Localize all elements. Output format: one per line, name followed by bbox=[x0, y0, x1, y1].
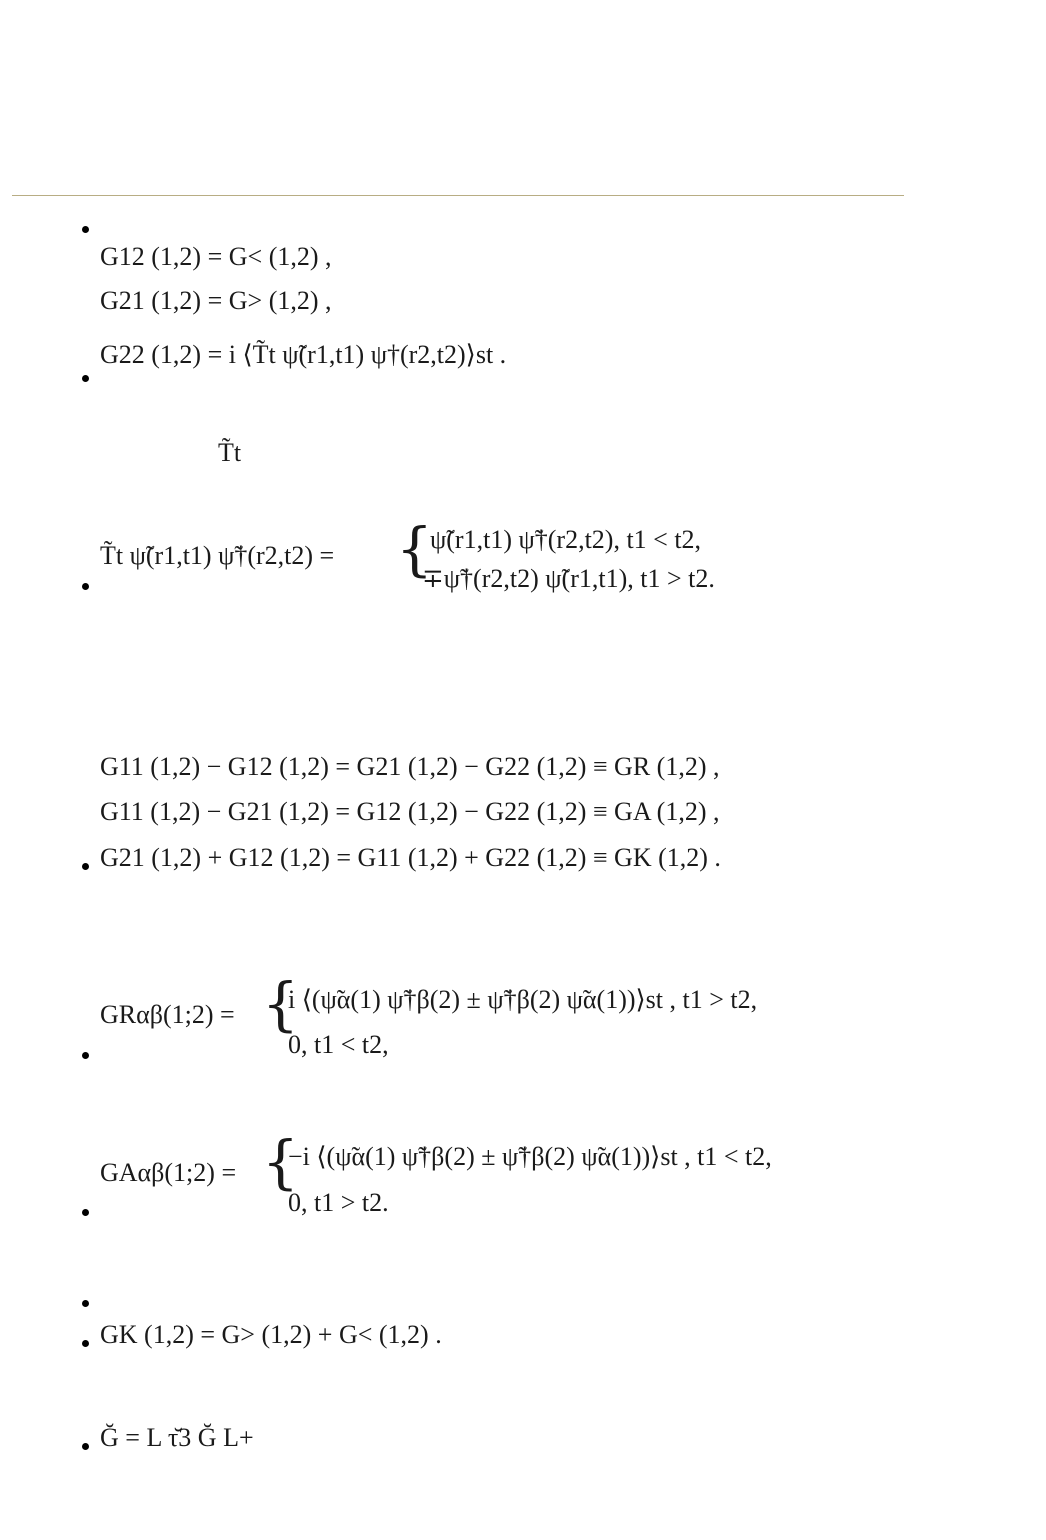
list-bullet bbox=[82, 1443, 89, 1450]
ga-lhs: GAαβ(1;2) = bbox=[100, 1158, 237, 1187]
list-bullet bbox=[82, 1052, 89, 1059]
list-bullet bbox=[82, 583, 89, 590]
time-ordering-symbol: T̃t bbox=[218, 438, 242, 467]
equation-keldysh-relation: GK (1,2) = G> (1,2) + G< (1,2) . bbox=[100, 1320, 442, 1349]
equation-rotation: Ğ = L τ̆3 Ğ L+ bbox=[100, 1423, 254, 1452]
gr-lhs: GRαβ(1;2) = bbox=[100, 1000, 235, 1029]
time-ordering-lhs: T̃t ψ̃(r1,t1) ψ̃†(r2,t2) = bbox=[100, 541, 335, 570]
gr-case-2: 0, t1 < t2, bbox=[288, 1030, 389, 1059]
equation-g22: G22 (1,2) = i ⟨T̃t ψ̃(r1,t1) ψ†(r2,t2)⟩st . bbox=[100, 340, 507, 369]
equation-retarded-def: G11 (1,2) − G12 (1,2) = G21 (1,2) − G22 (1,2) ≡ GR (1,2) , bbox=[100, 752, 720, 781]
list-bullet bbox=[82, 863, 89, 870]
horizontal-divider bbox=[12, 195, 904, 196]
ga-case-2: 0, t1 > t2. bbox=[288, 1188, 389, 1217]
equation-g21: G21 (1,2) = G> (1,2) , bbox=[100, 286, 332, 315]
list-bullet bbox=[82, 1300, 89, 1307]
equation-keldysh-def: G21 (1,2) + G12 (1,2) = G11 (1,2) + G22 (1,2) ≡ GK (1,2) . bbox=[100, 843, 721, 872]
equation-advanced-def: G11 (1,2) − G21 (1,2) = G12 (1,2) − G22 (1,2) ≡ GA (1,2) , bbox=[100, 797, 720, 826]
list-bullet bbox=[82, 375, 89, 382]
left-brace: { bbox=[262, 970, 299, 1038]
list-bullet bbox=[82, 226, 89, 233]
equation-g12: G12 (1,2) = G< (1,2) , bbox=[100, 242, 332, 271]
time-ordering-case-1: ψ̃(r1,t1) ψ̃†(r2,t2), t1 < t2, bbox=[430, 525, 702, 554]
list-bullet bbox=[82, 1340, 89, 1347]
gr-case-1: i ⟨(ψ̃α(1) ψ̃†β(2) ± ψ̃†β(2) ψ̃α(1))⟩st , t1 > t2, bbox=[288, 985, 758, 1014]
ga-case-1: −i ⟨(ψ̃α(1) ψ̃†β(2) ± ψ̃†β(2) ψ̃α(1))⟩st , t1 < t2, bbox=[288, 1142, 772, 1171]
left-brace: { bbox=[396, 515, 433, 583]
time-ordering-case-2: ∓ψ̃†(r2,t2) ψ̃(r1,t1), t1 > t2. bbox=[422, 564, 715, 593]
list-bullet bbox=[82, 1209, 89, 1216]
left-brace: { bbox=[262, 1128, 299, 1196]
